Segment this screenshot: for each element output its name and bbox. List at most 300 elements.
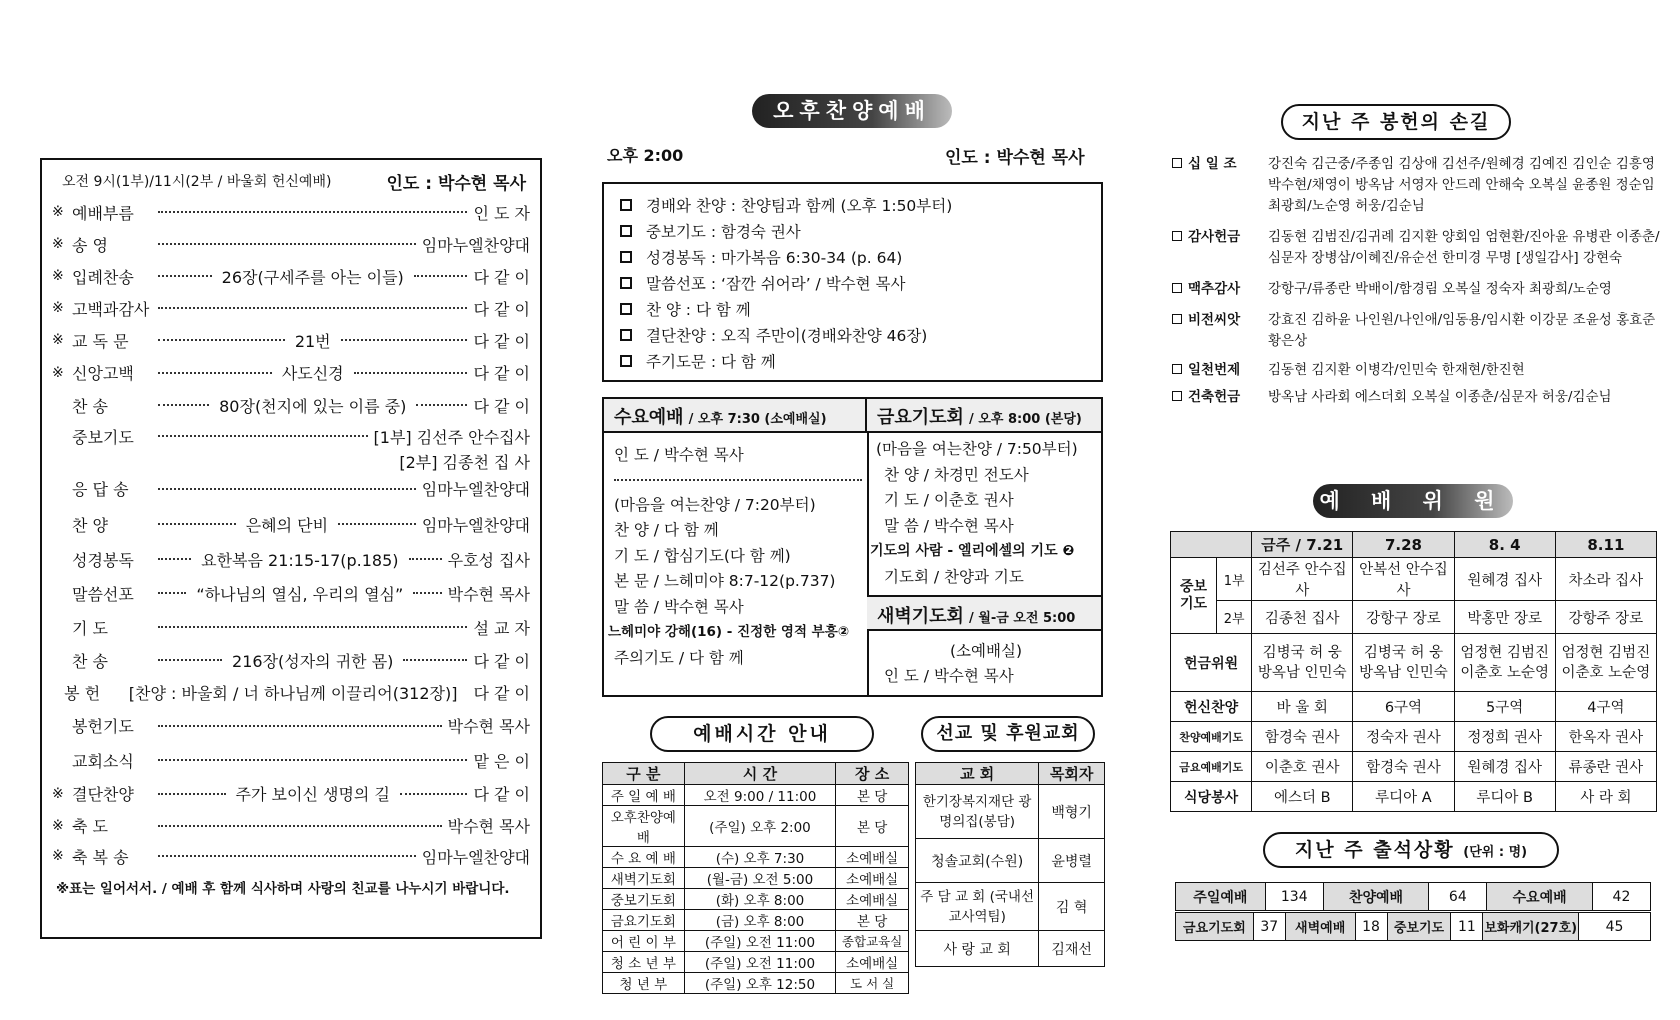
- committee-cell: 정숙자 권사: [1353, 722, 1454, 752]
- committee-row: [1171, 752, 1657, 782]
- dot-leader: [354, 372, 468, 374]
- wednesday-line: 말 씀 / 박수현 목사: [614, 597, 744, 616]
- dot-leader: [403, 659, 467, 661]
- program-row: [52, 610, 530, 644]
- column-divider: [867, 433, 869, 695]
- committee-body: [1171, 558, 1657, 812]
- program-row: [52, 644, 530, 676]
- program-row: [52, 324, 530, 356]
- schedule-title: 예배시간 안내: [650, 716, 874, 752]
- program-rows: [52, 196, 530, 871]
- mission-body: [916, 785, 1105, 967]
- offering-row: [1172, 154, 1660, 217]
- schedule-cell: 수 요 예 배: [603, 847, 685, 868]
- mission-title: 선교 및 후원교회: [921, 716, 1095, 752]
- program-row: [52, 676, 530, 708]
- part-label: 2부: [1217, 601, 1252, 634]
- program-item-name: 예배부름: [72, 203, 134, 223]
- committee-cell: 바 울 회: [1252, 692, 1353, 722]
- program-row: [52, 228, 530, 260]
- program-item-name: 교회소식: [72, 751, 134, 771]
- offering-row: [1172, 360, 1660, 381]
- program-footer: ※표는 일어서서. / 예배 후 함께 식사하며 사랑의 친교를 나누시기 바랍니다.: [56, 881, 510, 897]
- program-item-name: 송 영: [72, 235, 108, 255]
- checkbox-icon: [1172, 231, 1182, 241]
- attendance-table: [1175, 882, 1651, 911]
- dot-leader: [158, 855, 416, 857]
- attendance-value: 134: [1265, 883, 1323, 911]
- committee-cell: 한옥자 권사: [1555, 722, 1656, 752]
- afternoon-item: [614, 348, 1091, 374]
- schedule-cell: (주일) 오후 12:50: [684, 973, 836, 994]
- checkbox-icon: [1172, 283, 1182, 293]
- checkbox-icon: [1172, 314, 1182, 324]
- attendance-title-box: [1263, 832, 1559, 868]
- dot-leader: [158, 626, 467, 628]
- dot-leader: [158, 488, 416, 490]
- mission-church: 한기장복지재단 광명의집(봉담): [916, 785, 1039, 839]
- committee-row-label: 금요예배기도: [1171, 752, 1252, 782]
- committee-cell: 김병국 허 웅 방옥남 인민숙: [1252, 634, 1353, 692]
- program-row: [52, 260, 530, 292]
- committee-cell: 강항주 장로: [1555, 601, 1656, 634]
- afternoon-item: [614, 270, 1091, 296]
- mission-header: 교 회: [916, 763, 1039, 785]
- dawn-title: 새벽기도회: [877, 606, 964, 627]
- schedule-cell: (수) 오후 7:30: [684, 847, 836, 868]
- afternoon-order-box: [602, 182, 1103, 382]
- program-item-name: 성경봉독: [72, 550, 134, 570]
- program-item-person: 임마누엘찬양대: [421, 235, 530, 255]
- afternoon-item: [614, 296, 1091, 322]
- schedule-cell: 오후찬양예배: [603, 806, 685, 847]
- stand-mark: ※: [52, 268, 64, 284]
- program-item-person: 임마누엘찬양대: [421, 847, 530, 867]
- intercession-label: 중보기도: [1171, 558, 1217, 634]
- mission-pastor: 백형기: [1039, 785, 1105, 839]
- checkbox-icon: [620, 355, 632, 367]
- committee-cell: 루디아 A: [1353, 782, 1454, 812]
- committee-row-label: 식당봉사: [1171, 782, 1252, 812]
- mission-pastor: 윤병렬: [1039, 839, 1105, 883]
- committee-cell: 5구역: [1454, 692, 1555, 722]
- program-item-name: 교 독 문: [72, 331, 129, 351]
- afternoon-item: [614, 322, 1091, 348]
- schedule-cell: 소예배실: [836, 889, 909, 910]
- checkbox-icon: [620, 251, 632, 263]
- program-header-time: 오전 9시(1부)/11시(2부 / 바울회 헌신예배): [62, 174, 332, 190]
- committee-cell: 원혜경 집사: [1454, 558, 1555, 601]
- stand-mark: ※: [52, 848, 64, 864]
- afternoon-item-text: 주기도문 : 다 함 께: [646, 353, 776, 371]
- attendance-label: 수요예배: [1487, 883, 1593, 911]
- program-item-name: 결단찬양: [72, 785, 134, 804]
- stand-mark: ※: [52, 236, 64, 252]
- schedule-header: 구 분: [603, 763, 685, 785]
- stand-mark: ※: [52, 300, 64, 316]
- program-item-name: 고백과감사: [72, 299, 150, 319]
- mission-church: 사 랑 교 회: [916, 931, 1039, 967]
- committee-row-label: 찬양예배기도: [1171, 722, 1252, 752]
- program-item-detail: 80장(천지에 있는 이름 중): [219, 396, 407, 416]
- schedule-cell: (금) 오후 8:00: [684, 910, 836, 931]
- wednesday-line: 본 문 / 느헤미야 8:7-12(p.737): [614, 572, 836, 590]
- offering-title: 지난 주 봉헌의 손길: [1281, 104, 1511, 140]
- program-item-person: [1부] 김선주 안수집사: [373, 427, 530, 447]
- dawn-time: / 월-금 오전 5:00: [969, 611, 1076, 626]
- schedule-table: [602, 762, 909, 994]
- dot-leader: [158, 211, 467, 213]
- program-row: [52, 542, 530, 576]
- committee-corner: [1171, 532, 1252, 558]
- afternoon-item-text: 중보기도 : 함경숙 권사: [646, 223, 801, 241]
- dot-leader: [158, 275, 212, 277]
- friday-title: 금요기도회: [877, 407, 964, 428]
- schedule-cell: 소예배실: [836, 952, 909, 973]
- schedule-row: [603, 785, 909, 806]
- offering-label-wrap: [1172, 154, 1268, 217]
- schedule-row: [603, 889, 909, 910]
- offering-names: 강항구/류종란 박배이/함경림 오복실 정숙자 최광희/노순영: [1268, 281, 1612, 297]
- schedule-cell: 청 소 년 부: [603, 952, 685, 973]
- schedule-cell: (주일) 오후 2:00: [684, 806, 836, 847]
- committee-cell: 엄정현 김범진 이춘호 노순영: [1454, 634, 1555, 692]
- schedule-cell: 주 일 예 배: [603, 785, 685, 806]
- attendance-value: 45: [1579, 913, 1651, 941]
- program-item-name: 중보기도: [72, 427, 134, 447]
- program-item-name: 응 답 송: [72, 480, 129, 499]
- attendance-value: 37: [1253, 913, 1285, 941]
- week-header: 8.11: [1555, 532, 1656, 558]
- dot-leader: [341, 339, 468, 341]
- mission-table: [915, 762, 1105, 967]
- dot-leader: [158, 725, 442, 727]
- schedule-body: [603, 785, 909, 994]
- dot-leader: [158, 592, 186, 594]
- program-item-person: 박수현 목사: [447, 817, 530, 836]
- offering-names: 방옥남 사라회 에스더회 오복실 이종춘/심문자 허웅/김순님: [1268, 389, 1612, 405]
- committee-cell: 김선주 안수집사: [1252, 558, 1353, 601]
- afternoon-item-text: 말씀선포 : ‘잠깐 쉬어라’ / 박수현 목사: [646, 275, 906, 293]
- offering-row: [1172, 279, 1660, 300]
- program-item-name: 축 복 송: [72, 847, 129, 867]
- offering-row: [1172, 227, 1660, 269]
- dot-leader: [158, 558, 191, 560]
- dot-leader: [416, 404, 467, 406]
- program-item-name: 기 도: [72, 618, 108, 638]
- attendance-unit: (단위 : 명): [1463, 845, 1528, 860]
- program-item-detail: 요한복음 21:15-17(p.185): [201, 550, 399, 570]
- friday-time: / 오후 8:00 (본당): [969, 412, 1082, 427]
- schedule-row: [603, 931, 909, 952]
- committee-row: [1171, 692, 1657, 722]
- friday-line: 말 씀 / 박수현 목사: [884, 516, 1014, 535]
- schedule-cell: (월-금) 오전 5:00: [684, 868, 836, 889]
- program-item-detail: 주가 보이신 생명의 길: [235, 785, 390, 804]
- attendance-value: 18: [1355, 913, 1387, 941]
- offering-label: 감사헌금: [1188, 229, 1241, 245]
- friday-line: 기 도 / 이춘호 권사: [884, 491, 1014, 509]
- week-header: 8. 4: [1454, 532, 1555, 558]
- wednesday-body: [608, 443, 862, 671]
- committee-row: [1171, 782, 1657, 812]
- program-item-name: 봉 헌: [64, 683, 101, 703]
- program-item-name: 봉헌기도: [72, 717, 134, 736]
- schedule-cell: 본 당: [836, 806, 909, 847]
- program-item-name: 찬 양: [72, 515, 108, 535]
- wednesday-line: 찬 양 / 다 함 께: [614, 521, 719, 539]
- wednesday-line: 인 도 / 박수현 목사: [614, 446, 744, 464]
- program-row: [52, 471, 530, 506]
- committee-title: 예 배 위 원: [1313, 484, 1513, 518]
- attendance-label: 중보기도: [1387, 913, 1451, 941]
- schedule-header: 시 간: [684, 763, 836, 785]
- program-row: [52, 292, 530, 324]
- checkbox-icon: [620, 225, 632, 237]
- stand-mark: ※: [52, 332, 64, 348]
- program-item-person: 맡 은 이: [473, 751, 530, 771]
- offering-label: 일천번제: [1188, 362, 1241, 378]
- friday-line: 기도회 / 찬양과 기도: [884, 567, 1024, 586]
- schedule-cell: 소예배실: [836, 847, 909, 868]
- stand-mark: ※: [52, 817, 64, 834]
- program-item-name: 찬 송: [72, 651, 108, 671]
- program-row: [52, 506, 530, 542]
- offering-label: 맥추감사: [1188, 281, 1241, 297]
- committee-row: [1171, 634, 1657, 692]
- program-item-detail: “하나님의 열심, 우리의 열심”: [196, 584, 404, 604]
- mission-church: 청솔교회(수원): [916, 839, 1039, 883]
- wednesday-time: / 오후 7:30 (소예배실): [688, 412, 827, 427]
- program-item-person: 임마누엘찬양대: [421, 480, 530, 499]
- schedule-cell: 새벽기도회: [603, 868, 685, 889]
- schedule-cell: 본 당: [836, 785, 909, 806]
- committee-cell: 김종천 집사: [1252, 601, 1353, 634]
- committee-cell: 정정희 권사: [1454, 722, 1555, 752]
- offering-names: 김동현 김범진/김귀례 김지환 양회임 엄현환/진아윤 유병관 이종춘/심문자 장병삼/이혜진/유순선 한미경 무명 [생일감사] 강현숙: [1268, 229, 1660, 266]
- dot-leader: [158, 307, 467, 309]
- afternoon-item-text: 결단찬양 : 오직 주만이(경배와찬양 46장): [646, 327, 928, 345]
- program-row: [52, 196, 530, 228]
- dot-leader: [414, 275, 468, 277]
- committee-cell: 차소라 집사: [1555, 558, 1656, 601]
- committee-cell: 함경숙 권사: [1353, 752, 1454, 782]
- afternoon-time: 오후 2:00: [607, 146, 684, 165]
- offering-label: 십 일 조: [1188, 156, 1237, 172]
- offering-label-wrap: [1172, 227, 1268, 269]
- committee-cell: 엄정현 김범진 이춘호 노순영: [1555, 634, 1656, 692]
- dot-leader: [413, 592, 441, 594]
- committee-cell: 6구역: [1353, 692, 1454, 722]
- program-row: [52, 576, 530, 610]
- week-header: 금주 / 7.21: [1252, 532, 1353, 558]
- wednesday-line: 주의기도 / 다 함 께: [614, 648, 744, 667]
- program-row: [52, 841, 530, 871]
- schedule-cell: 본 당: [836, 910, 909, 931]
- committee-row-label: 헌신찬양: [1171, 692, 1252, 722]
- committee-table: [1170, 531, 1657, 812]
- attendance-value: 11: [1451, 913, 1483, 941]
- dot-leader: [338, 523, 416, 525]
- dot-leader: [158, 339, 285, 341]
- committee-cell: 4구역: [1555, 692, 1656, 722]
- dawn-body: [876, 639, 1096, 689]
- committee-cell: 박홍만 장로: [1454, 601, 1555, 634]
- checkbox-icon: [620, 303, 632, 315]
- offering-label: 비전씨앗: [1188, 312, 1241, 328]
- program-item-person: 인 도 자: [473, 203, 530, 223]
- program-item-person: 우호성 집사: [447, 550, 531, 570]
- program-item-person: 다 같 이: [473, 683, 530, 703]
- attendance-title: 지난 주 출석상황: [1294, 839, 1455, 861]
- program-item-person: 박수현 목사: [447, 717, 530, 736]
- schedule-cell: 도 서 실: [836, 973, 909, 994]
- friday-body: [870, 437, 1101, 590]
- dot-leader: [400, 793, 468, 795]
- program-item-person: 다 같 이: [473, 396, 531, 416]
- offering-label-wrap: [1172, 310, 1268, 352]
- afternoon-title: 오후찬양예배: [752, 94, 952, 128]
- dot-leader: [158, 793, 226, 795]
- checkbox-icon: [620, 329, 632, 341]
- committee-row-label: 헌금위원: [1171, 634, 1252, 692]
- stand-mark: ※: [52, 364, 64, 381]
- wednesday-line: 기 도 / 합심기도(다 함 께): [614, 546, 791, 565]
- program-item-person: 다 같 이: [473, 267, 531, 287]
- dot-leader: [409, 558, 442, 560]
- mission-pastor: 김재선: [1039, 931, 1105, 967]
- dot-leader: [158, 759, 467, 761]
- schedule-cell: 금요기도회: [603, 910, 685, 931]
- offering-label-wrap: [1172, 360, 1268, 381]
- part-label: 1부: [1217, 558, 1252, 601]
- offering-names: 강효진 김하윤 나인원/나인애/임동용/임시환 이강문 조윤성 홍효준 황은상: [1268, 312, 1656, 349]
- schedule-cell: (주일) 오전 11:00: [684, 931, 836, 952]
- checkbox-icon: [1172, 391, 1182, 401]
- dot-leader: [158, 372, 272, 374]
- committee-cell: 강항구 장로: [1353, 601, 1454, 634]
- committee-cell: 사 라 회: [1555, 782, 1656, 812]
- friday-line: (마음을 여는찬양 / 7:50부터): [876, 440, 1078, 458]
- wednesday-line: (마음을 여는찬양 / 7:20부터): [614, 495, 816, 514]
- attendance-value: 42: [1592, 883, 1650, 911]
- dot-leader: [158, 404, 209, 406]
- program-item-person: 다 같 이: [473, 651, 530, 671]
- dot-leader: [158, 659, 222, 661]
- offering-names: 강진숙 김근중/주종임 김상애 김선주/원혜경 김예진 김인순 김흥영 박수현/채영이 방옥남 서영자 안드레 안해숙 오복실 윤종원 정순임 최광희/노순영 허웅/김순님: [1268, 156, 1655, 214]
- program-item-person: 다 같 이: [473, 785, 531, 804]
- program-row: [52, 743, 530, 777]
- dot-leader: [158, 825, 442, 827]
- offering-names: 김동현 김지환 이병각/인민숙 한재현/한진현: [1268, 362, 1525, 378]
- program-item-person: 임마누엘찬양대: [421, 515, 531, 535]
- stand-mark: ※: [52, 785, 64, 802]
- program-item-person: 박수현 목사: [447, 584, 531, 604]
- stand-mark: ※: [52, 204, 64, 220]
- mission-pastor: 김 혁: [1039, 883, 1105, 931]
- checkbox-icon: [620, 199, 632, 211]
- checkbox-icon: [620, 277, 632, 289]
- offering-label-wrap: [1172, 279, 1268, 300]
- offering-label: 건축헌금: [1188, 389, 1241, 405]
- offering-label-wrap: [1172, 387, 1268, 408]
- morning-program: [40, 158, 542, 939]
- schedule-row: [603, 973, 909, 994]
- attendance-label: 금요기도회: [1176, 913, 1254, 941]
- afternoon-item: [614, 192, 1091, 218]
- attendance-value: 64: [1429, 883, 1487, 911]
- schedule-cell: (주일) 오전 11:00: [684, 952, 836, 973]
- committee-cell: 김병국 허 웅 방옥남 인민숙: [1353, 634, 1454, 692]
- committee-cell: 함경숙 권사: [1252, 722, 1353, 752]
- schedule-cell: 소예배실: [836, 868, 909, 889]
- program-item-name: 신앙고백: [72, 364, 134, 383]
- program-row: [52, 451, 530, 471]
- committee-cell: 루디아 B: [1454, 782, 1555, 812]
- program-item-person: [2부] 김종천 집 사: [399, 452, 530, 472]
- afternoon-item: [614, 244, 1091, 270]
- schedule-row: [603, 847, 909, 868]
- dot-leader: [158, 243, 416, 245]
- friday-header: [867, 399, 1101, 433]
- schedule-cell: 청 년 부: [603, 973, 685, 994]
- program-item-name: 입례찬송: [72, 267, 134, 287]
- program-item-person: 다 같 이: [473, 299, 530, 319]
- attendance-label: 보화캐기(27호): [1483, 913, 1579, 941]
- friday-line: 찬 양 / 차경민 전도사: [884, 465, 1029, 484]
- schedule-row: [603, 806, 909, 847]
- weekly-services-box: [602, 397, 1103, 697]
- mission-header: 목회자: [1039, 763, 1105, 785]
- schedule-cell: 어 린 이 부: [603, 931, 685, 952]
- program-row: [52, 389, 530, 421]
- program-item-detail: 21번: [294, 331, 331, 351]
- offering-row: [1172, 310, 1660, 352]
- dawn-line: 인 도 / 박수현 목사: [884, 667, 1014, 685]
- schedule-cell: 오전 9:00 / 11:00: [684, 785, 836, 806]
- program-item-detail: [찬양 : 바울회 / 너 하나님께 이끌리어(312장)]: [128, 683, 458, 703]
- friday-sermon-title: 기도의 사람 - 엘리에셀의 기도 ❷: [870, 543, 1075, 559]
- committee-cell: 원혜경 집사: [1454, 752, 1555, 782]
- program-item-name: 찬 송: [72, 396, 108, 416]
- dawn-header: [867, 595, 1101, 631]
- schedule-cell: (화) 오후 8:00: [684, 889, 836, 910]
- schedule-row: [603, 910, 909, 931]
- program-item-detail: 26장(구세주를 아는 이들): [221, 267, 404, 287]
- wednesday-title: 수요예배: [614, 407, 684, 428]
- afternoon-item: [614, 218, 1091, 244]
- mission-church: 주 담 교 회 (국내선교사역팀): [916, 883, 1039, 931]
- afternoon-item-text: 성경봉독 : 마가복음 6:30-34 (p. 64): [646, 249, 903, 267]
- schedule-cell: 중보기도회: [603, 889, 685, 910]
- schedule-header: 장 소: [836, 763, 909, 785]
- attendance-label: 주일예배: [1176, 883, 1266, 911]
- wednesday-header: [604, 399, 867, 433]
- program-row: [52, 810, 530, 841]
- wednesday-sermon-title: 느헤미야 강해(16) - 진정한 영적 부흥②: [608, 624, 850, 640]
- program-item-detail: 216장(성자의 귀한 몸): [232, 651, 394, 671]
- afternoon-item-text: 찬 양 : 다 함 께: [646, 301, 751, 319]
- dot-leader: [158, 435, 368, 437]
- dawn-line: (소예배실): [950, 642, 1022, 660]
- offering-row: [1172, 387, 1660, 408]
- committee-cell: 이춘호 권사: [1252, 752, 1353, 782]
- program-row: [52, 708, 530, 743]
- program-item-person: 다 같 이: [473, 331, 530, 351]
- program-row: [52, 777, 530, 810]
- afternoon-items: [614, 192, 1091, 374]
- schedule-row: [603, 868, 909, 889]
